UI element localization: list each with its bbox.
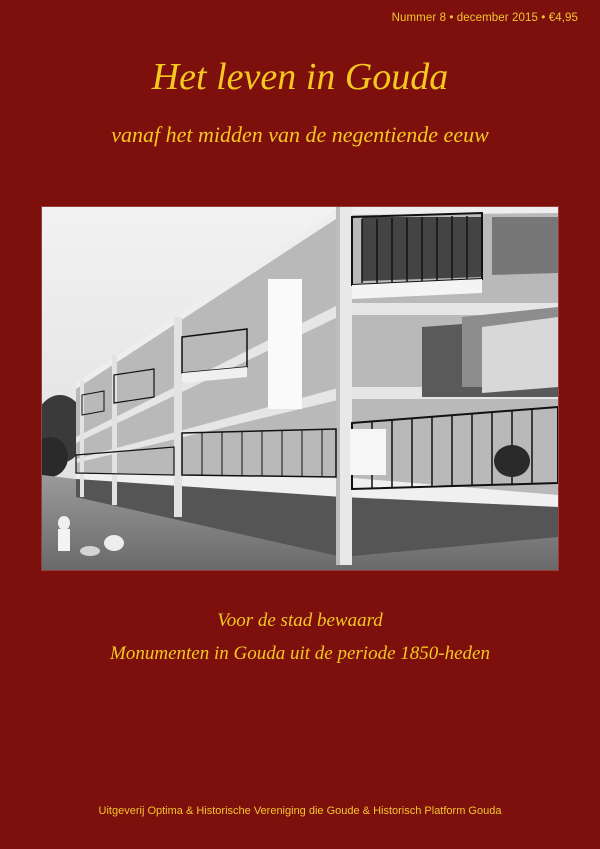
magazine-subtitle: vanaf het midden van de negentiende eeuw bbox=[111, 122, 489, 147]
apartment-building-photo bbox=[42, 207, 558, 570]
feature-topic-line-2: Monumenten in Gouda uit de periode 1850-heden bbox=[110, 643, 490, 664]
magazine-title: Het leven in Gouda bbox=[151, 56, 449, 98]
issue-info: Nummer 8 • december 2015 • €4,95 bbox=[391, 12, 578, 24]
cover-photo bbox=[42, 207, 558, 570]
feature-topic-line-1: Voor de stad bewaard bbox=[217, 610, 383, 631]
publisher-line: Uitgeverij Optima & Historische Vereniging die Goude & Historisch Platform Gouda bbox=[98, 805, 502, 817]
